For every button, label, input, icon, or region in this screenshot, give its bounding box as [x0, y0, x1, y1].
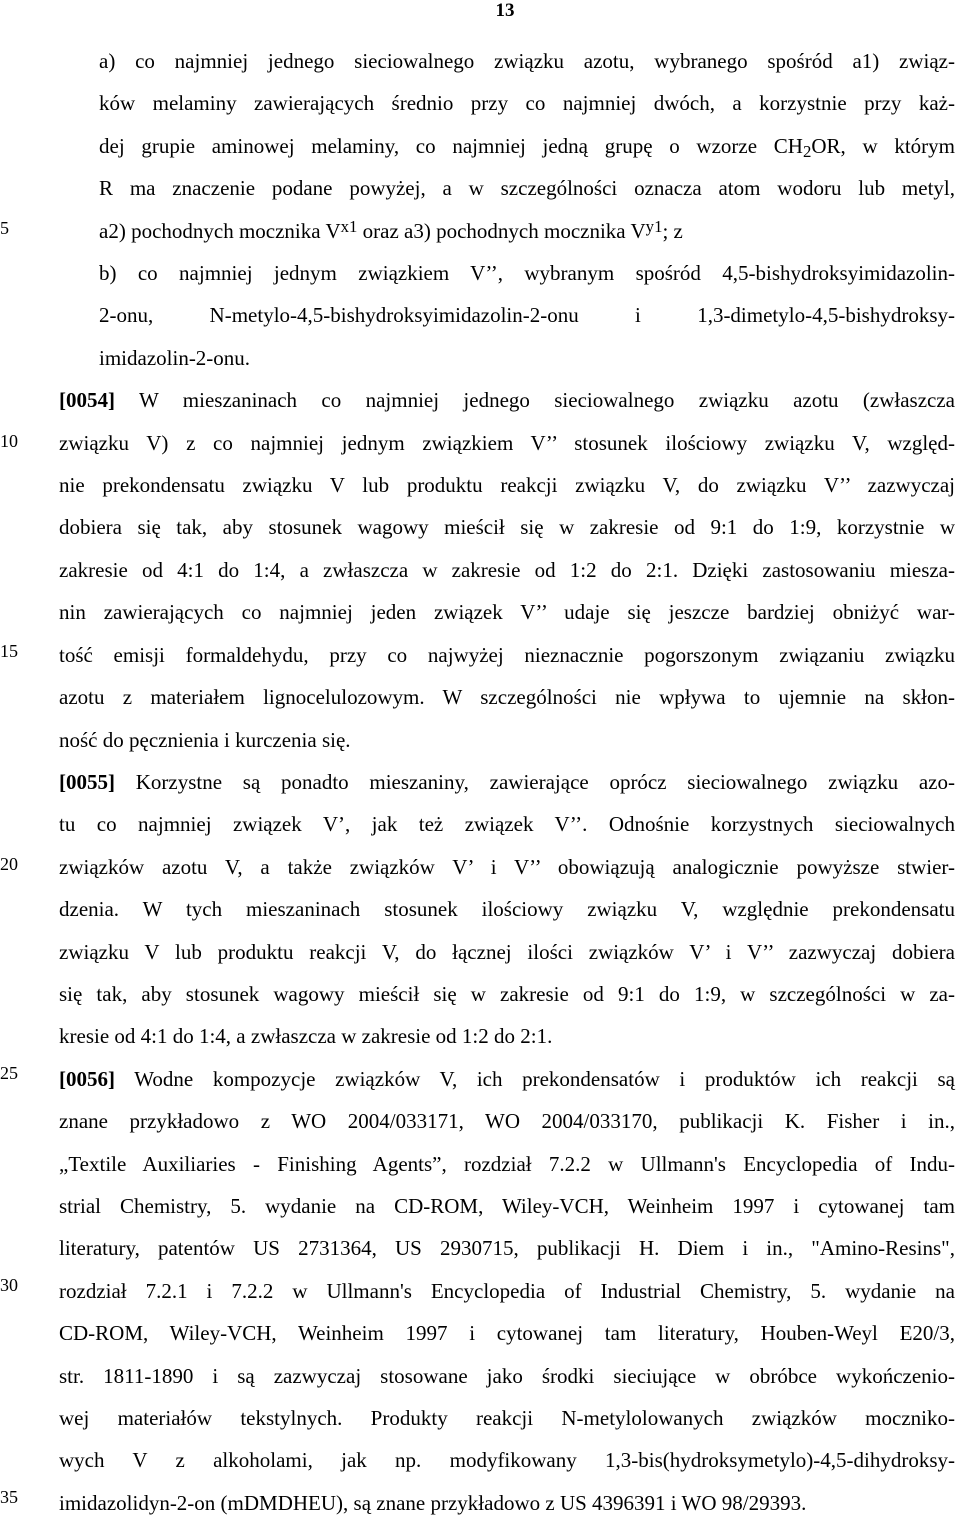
text-line: nie prekondensatu związku V lub produktu reakcji związku V, do związku V’’ zazwyczaj [59, 473, 955, 498]
line-number: 5 [0, 218, 9, 238]
text-line: się tak, aby stosunek wagowy mieścił się w zakresie od 9:1 do 1:9, w szczególności w za- [59, 981, 955, 1006]
paragraph-0056 [59, 1058, 955, 1524]
text-line: wej materiałów tekstylnych. Produkty reakcji N-metylolowanych związków moczniko- [59, 1406, 955, 1430]
page-number: 13 [495, 0, 515, 21]
paragraph-0054 [59, 379, 955, 761]
text-line: wych V z alkoholami, jak np. modyfikowany 1,3-bis(hydroksymetylo)-4,5-dihydroksy- [59, 1448, 955, 1473]
text-line: tu co najmniej związek V’, jak też związek V’’. Odnośnie korzystnych sieciowalnych [59, 812, 955, 837]
text-line: imidazolidyn-2-on (mDMDHEU), są znane przykładowo z US 4396391 i WO 98/29393. [59, 1490, 807, 1515]
line-number: 25 [0, 1063, 18, 1083]
text-line: str. 1811-1890 i są zazwyczaj stosowane jako środki sieciujące w obróbce wykończenio- [59, 1363, 955, 1388]
text-line: związku V lub produktu reakcji V, do łącznej ilości związków V’ i V’’ zazwyczaj dobiera [59, 939, 955, 964]
text-line: kresie od 4:1 do 1:4, a zwłaszcza w zakresie od 1:2 do 2:1. [59, 1024, 553, 1049]
claim-list [59, 40, 955, 379]
paragraph-tag: [0055] [59, 769, 115, 794]
text-line: azotu z materiałem lignocelulozowym. W szczególności nie wpływa to ujemnie na skłon- [59, 685, 955, 710]
line-number: 10 [0, 431, 18, 451]
superscript: x1 [340, 216, 358, 236]
text-line: dobiera się tak, aby stosunek wagowy mieścił się w zakresie od 9:1 do 1:9, korzystnie w [59, 515, 955, 540]
text-line: zakresie od 4:1 do 1:4, a zwłaszcza w zakresie od 1:2 do 2:1. Dzięki zastosowaniu miesza- [59, 557, 955, 582]
text-line: imidazolin-2-onu. [99, 345, 251, 370]
text-line: ków melaminy zawierających średnio przy co najmniej dwóch, a korzystnie przy każ- [99, 91, 955, 116]
text-line: R ma znaczenie podane powyżej, a w szczególności oznacza atom wodoru lub metyl, [99, 176, 955, 201]
text-line: strial Chemistry, 5. wydanie na CD-ROM, Wiley-VCH, Weinheim 1997 i cytowanej tam [59, 1193, 955, 1218]
paragraph-tag: [0054] [59, 388, 115, 413]
paragraph-0055 [59, 761, 955, 1058]
text-fragment: Korzystne są ponadto mieszaniny, zawierające oprócz sieciowalnego związku azo- [115, 769, 955, 794]
text-line: rozdział 7.2.1 i 7.2.2 w Ullmann's Encyclopedia of Industrial Chemistry, 5. wydanie na [59, 1278, 955, 1303]
text-line: tość emisji formaldehydu, przy co najwyżej nieznacznie pogorszonym związaniu związku [59, 642, 955, 667]
text-line: związków azotu V, a także związków V’ i V’’ obowiązują analogicznie powyższe stwier- [59, 854, 955, 879]
text-line: ność do pęcznienia i kurczenia się. [59, 727, 351, 752]
text-line: CD-ROM, Wiley-VCH, Weinheim 1997 i cytowanej tam literatury, Houben-Weyl E20/3, [59, 1321, 955, 1346]
text-fragment: oraz a3) pochodnych mocznika V [357, 218, 646, 243]
text-fragment: a2) pochodnych mocznika V [99, 218, 341, 243]
text-line: literatury, patentów US 2731364, US 2930715, publikacji H. Diem i in., "Amino-Resins", [59, 1236, 955, 1261]
line-number: 20 [0, 854, 18, 874]
text-fragment: Wodne kompozycje związków V, ich prekondensatów i produktów ich reakcji są [115, 1066, 955, 1091]
text-line [59, 379, 955, 421]
text-line [99, 125, 955, 167]
subscript: 2 [802, 142, 812, 161]
text-fragment: dej grupie aminowej melaminy, co najmniej jedną grupę o wzorze CH [99, 133, 803, 158]
line-numbers [0, 0, 40, 1509]
line-number: 35 [0, 1487, 18, 1507]
text-line: związku V) z co najmniej jednym związkiem V’’ stosunek ilościowy związku V, względ- [59, 430, 955, 455]
document-body [59, 40, 955, 1524]
line-number: 15 [0, 641, 18, 661]
text-line: b) co najmniej jednym związkiem V’’, wybranym spośród 4,5-bishydroksyimidazolin- [99, 261, 955, 286]
text-line [59, 1058, 955, 1100]
text-fragment: W mieszaninach co najmniej jednego sieciowalnego związku azotu (zwłaszcza [115, 388, 955, 413]
text-line: 2-onu, N-metylo-4,5-bishydroksyimidazolin-2-onu i 1,3-dimetylo-4,5-bishydroksy- [99, 303, 955, 328]
text-line: „Textile Auxiliaries - Finishing Agents”, rozdział 7.2.2 w Ullmann's Encyclopedia of Indu- [59, 1151, 955, 1176]
line-number: 30 [0, 1275, 18, 1295]
text-line [59, 761, 955, 803]
superscript: y1 [645, 216, 663, 236]
text-line: nin zawierających co najmniej jeden związek V’’ udaje się jeszcze bardziej obniżyć war- [59, 600, 955, 625]
text-line: znane przykładowo z WO 2004/033171, WO 2004/033170, publikacji K. Fisher i in., [59, 1109, 955, 1134]
text-fragment: OR, w którym [811, 133, 955, 158]
text-fragment: ; z [662, 218, 683, 243]
paragraph-tag: [0056] [59, 1066, 115, 1091]
text-line: a) co najmniej jednego sieciowalnego związku azotu, wybranego spośród a1) związ- [99, 49, 955, 73]
text-line [99, 210, 955, 252]
text-line: dzenia. W tych mieszaninach stosunek ilościowy związku V, względnie prekondensatu [59, 897, 955, 922]
